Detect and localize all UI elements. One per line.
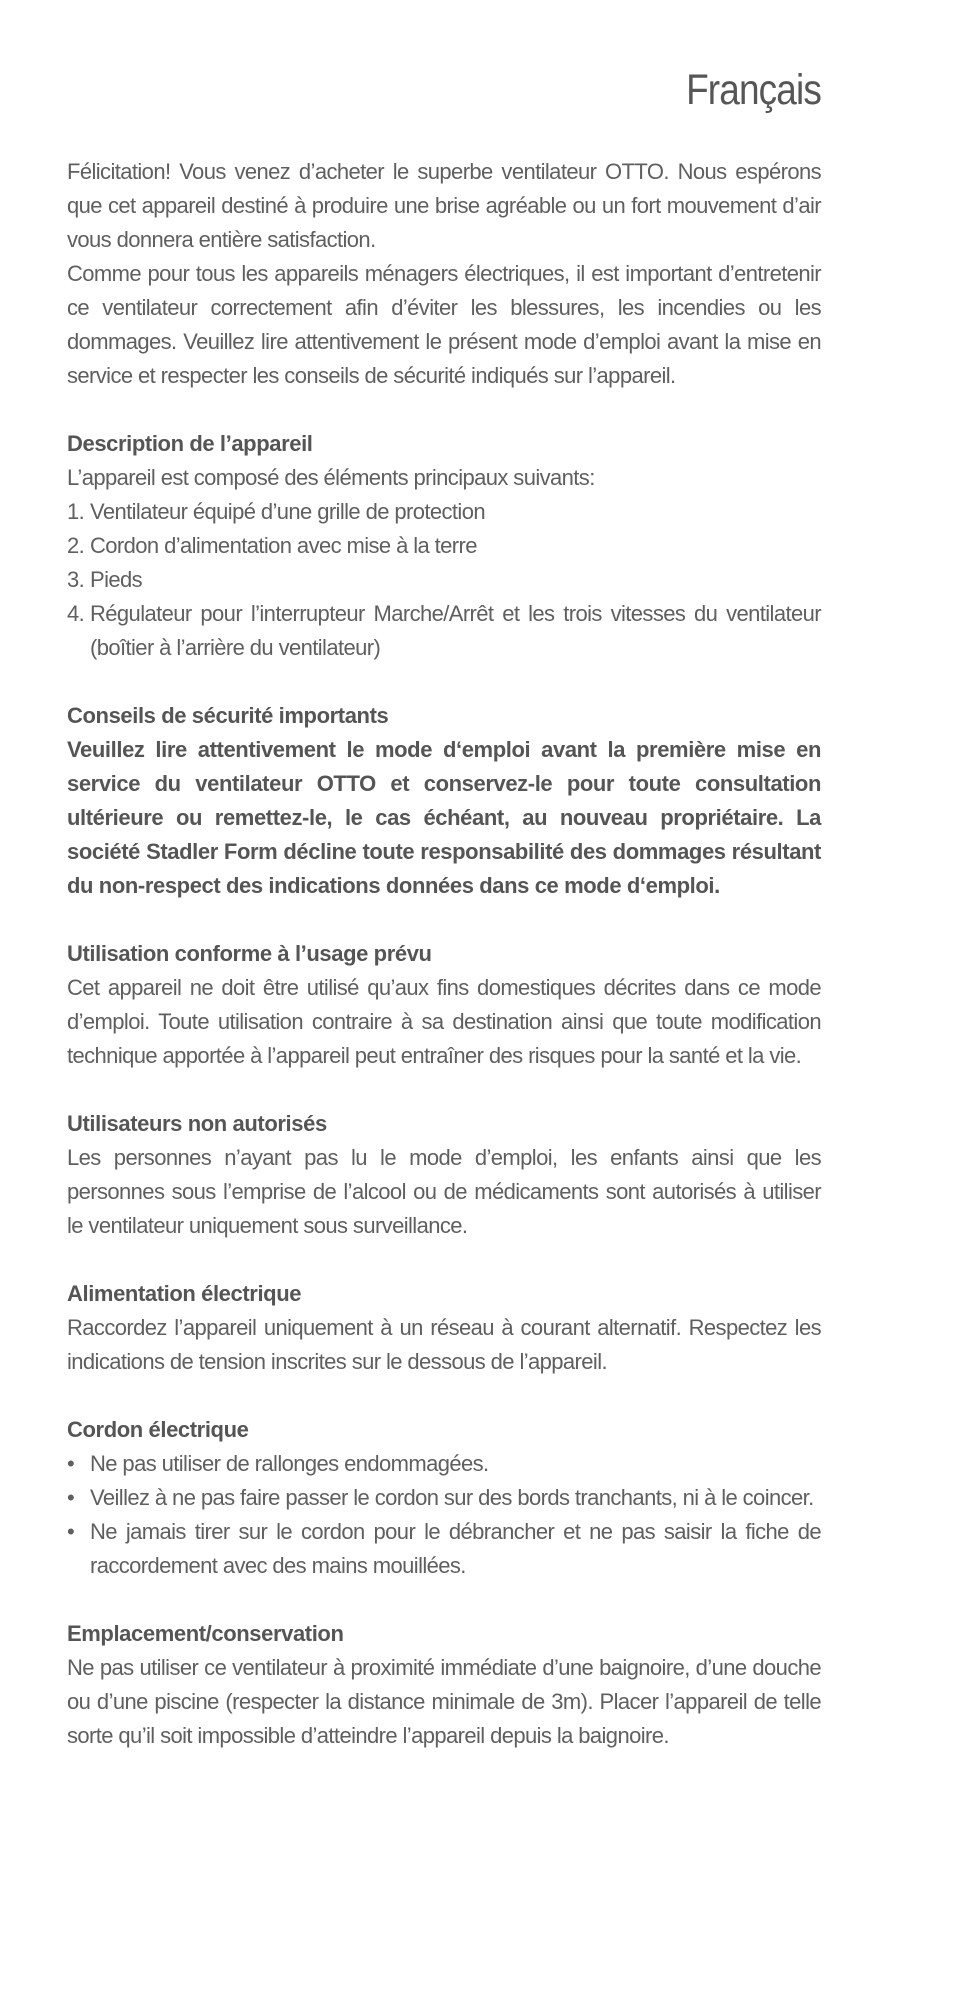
language-title: Français bbox=[686, 66, 821, 114]
safety-text: Veuillez lire attentivement le mode d‘emploi avant la première mise en service du ventilateur OTTO et conservez-le pour toute consultation ultérieure ou remettez-le, le cas échéant, au nouveau propriétaire. La société Stadler Form décline toute responsabilité des dommages résultant du non-respect des indications données dans ce mode d‘emploi. bbox=[67, 737, 821, 898]
list-item bbox=[67, 1481, 821, 1515]
manual-page bbox=[67, 0, 821, 1753]
list-item bbox=[67, 563, 821, 597]
list-marker: 1. bbox=[67, 499, 85, 524]
cord-heading: Cordon électrique bbox=[67, 1417, 249, 1442]
placement-text: Ne pas utiliser ce ventilateur à proximité immédiate d’une baignoire, d’une douche ou d’une piscine (respecter la distance minimale de 3m). Placer l’appareil de telle sorte qu’il soit impossible d’atteindre l’appareil depuis la baignoire. bbox=[67, 1655, 821, 1748]
list-item-text: Cordon d’alimentation avec mise à la terre bbox=[90, 533, 477, 558]
usage-heading: Utilisation conforme à l’usage prévu bbox=[67, 941, 432, 966]
intro-paragraph-2: Comme pour tous les appareils ménagers électriques, il est important d’entretenir ce ventilateur correctement afin d’éviter les blessures, les incendies ou les dommages. Veuillez lire attentivement le présent mode d’emploi avant la mise en service et respecter les conseils de sécurité indiqués sur l’appareil. bbox=[67, 261, 821, 388]
cord-section bbox=[67, 1413, 821, 1583]
list-item-text: Veillez à ne pas faire passer le cordon sur des bords tranchants, ni à le coincer. bbox=[90, 1485, 814, 1510]
list-marker: 2. bbox=[67, 533, 85, 558]
placement-section bbox=[67, 1617, 821, 1753]
description-section bbox=[67, 427, 821, 665]
users-text: Les personnes n’ayant pas lu le mode d’emploi, les enfants ainsi que les personnes sous l’emprise de l’alcool ou de médicaments sont autorisés à utiliser le ventilateur uniquement sous surveillance. bbox=[67, 1145, 821, 1238]
list-item bbox=[67, 1447, 821, 1481]
list-item-text: Ne jamais tirer sur le cordon pour le débrancher et ne pas saisir la fiche de raccordement avec des mains mouillées. bbox=[90, 1519, 821, 1578]
bullet-icon: • bbox=[67, 1519, 75, 1544]
intro-section bbox=[67, 155, 821, 393]
list-item-text: Ventilateur équipé d’une grille de protection bbox=[90, 499, 485, 524]
power-text: Raccordez l’appareil uniquement à un réseau à courant alternatif. Respectez les indications de tension inscrites sur le dessous de l’appareil. bbox=[67, 1315, 821, 1374]
users-section bbox=[67, 1107, 821, 1243]
users-heading: Utilisateurs non autorisés bbox=[67, 1111, 327, 1136]
power-heading: Alimentation électrique bbox=[67, 1281, 302, 1306]
components-list bbox=[67, 495, 821, 665]
power-section bbox=[67, 1277, 821, 1379]
usage-text: Cet appareil ne doit être utilisé qu’aux fins domestiques décrites dans ce mode d’emploi. Toute utilisation contraire à sa destination ainsi que toute modification technique apportée à l’appareil peut entraîner des risques pour la santé et la vie. bbox=[67, 975, 821, 1068]
intro-paragraph-1: Félicitation! Vous venez d’acheter le superbe ventilateur OTTO. Nous espérons que cet appareil destiné à produire une brise agréable ou un fort mouvement d’air vous donnera entière satisfaction. bbox=[67, 159, 821, 252]
list-item bbox=[67, 597, 821, 665]
bullet-icon: • bbox=[67, 1485, 75, 1510]
list-item-text: Pieds bbox=[90, 567, 143, 592]
list-marker: 3. bbox=[67, 567, 85, 592]
usage-section bbox=[67, 937, 821, 1073]
list-marker: 4. bbox=[67, 601, 85, 626]
bullet-icon: • bbox=[67, 1451, 75, 1476]
list-item-text: Ne pas utiliser de rallonges endommagées. bbox=[90, 1451, 489, 1476]
list-item bbox=[67, 1515, 821, 1583]
description-lead: L’appareil est composé des éléments principaux suivants: bbox=[67, 465, 595, 490]
safety-heading: Conseils de sécurité importants bbox=[67, 703, 389, 728]
description-heading: Description de l’appareil bbox=[67, 431, 313, 456]
safety-section bbox=[67, 699, 821, 903]
cord-list bbox=[67, 1447, 821, 1583]
list-item bbox=[67, 495, 821, 529]
list-item-text: Régulateur pour l’interrupteur Marche/Arrêt et les trois vitesses du ventilateur (boîtier à l’arrière du ventilateur) bbox=[90, 601, 821, 660]
placement-heading: Emplacement/conservation bbox=[67, 1621, 344, 1646]
list-item bbox=[67, 529, 821, 563]
